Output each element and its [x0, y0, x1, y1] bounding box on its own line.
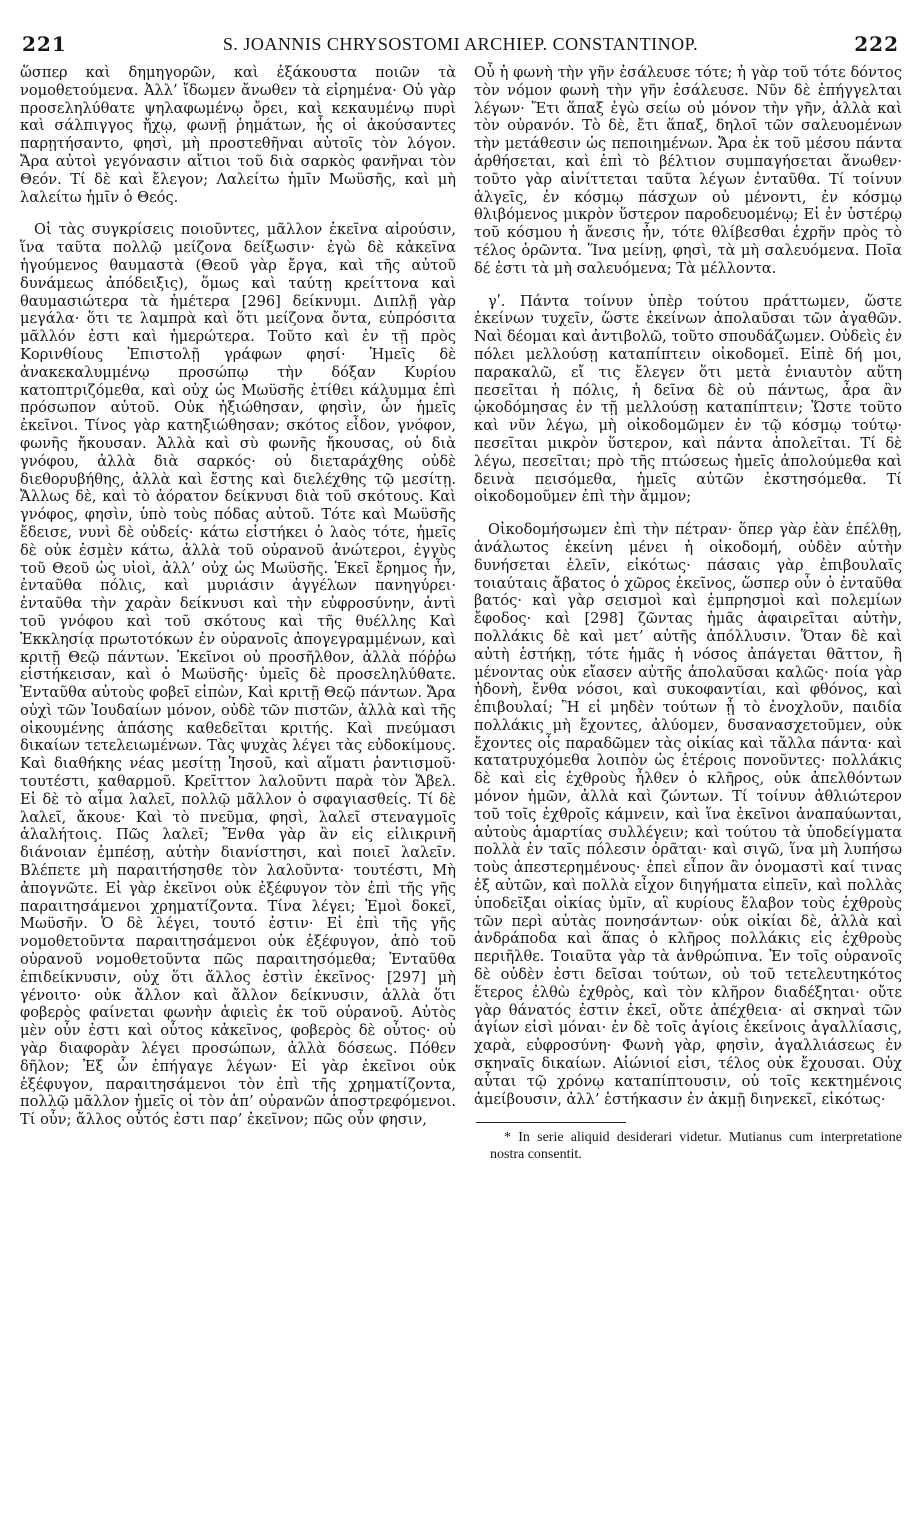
paragraph: ὥσπερ καὶ δημηγορῶν, καὶ ἐξάκουστα ποιῶν τὰ νομοθετούμενα. Ἀλλ’ ἴδωμεν ἄνωθεν τὰ εἰρημένα· Οὐ γὰρ προσεληλύθατε ψηλαφωμένῳ ὄρει, καὶ κεκαυμένῳ πυρὶ καὶ σάλπιγγος ἤχῳ, φωνῇ ῥημάτων, ἧς οἱ ἀκούσαντες παρῃτήσαντο, φησὶ, μὴ προστεθῆναι αὐτοῖς τὸν λόγον. Ἄρα αὐτοὶ γεγόνασιν αἴτιοι τοῦ διὰ σαρκὸς φανῆναι τὸν Θεόν. Τί δὲ καὶ ἔλεγον; Λαλείτω ἡμῖν Μωϋσῆς, καὶ μὴ λαλείτω ἡμῖν ὁ Θεός. — [20, 64, 456, 206]
footnote-divider — [476, 1122, 626, 1123]
right-page-number: 222 — [854, 32, 899, 56]
footnote: * In serie aliquid desiderari videtur. Mutianus cum interpretatione nostra consentit. — [490, 1130, 902, 1163]
section-paragraph: γʹ. Πάντα τοίνυν ὑπὲρ τούτου πράττωμεν, ὥστε ἐκείνων τυχεῖν, ὥστε ἐκείνων ἀπολαῦσαι τῶν ἀγαθῶν. Ναὶ δέομαι καὶ ἀντιβολῶ, τοῦτο σπουδάζωμεν. Οὐδεὶς ἐν πόλει μελλούσῃ καταπίπτειν οἰκοδομεῖ. Εἰπὲ δή μοι, παρακαλῶ, εἴ τις ἔλεγεν ὅτι μετὰ ἐνιαυτὸν αὕτη πεσεῖται ἡ πόλις, ἡ δεῖνα δὲ οὐ πάντως, ἆρα ἂν ᾠκοδόμησας ἐν τῇ μελλούσῃ καταπίπτειν; Ὥστε τοῦτο καὶ νῦν λέγω, μὴ οἰκοδομῶμεν ἐν τῷ κόσμῳ τούτῳ· πεσεῖται μικρὸν ὕστερον, καὶ πάντα ἀπολεῖται. Τί δὲ λέγω, πεσεῖται; πρὸ τῆς πτώσεως ἡμεῖς ἀπολούμεθα καὶ δεινὰ πεισόμεθα, ἡμεῖς αὐτῶν ἐκστησόμεθα. Τί οἰκοδομοῦμεν ἐπὶ τὴν ἄμμον; — [474, 292, 902, 506]
left-page-number: 221 — [22, 32, 67, 56]
paragraph: Οἰκοδομήσωμεν ἐπὶ τὴν πέτραν· ὅπερ γὰρ ἐὰν ἐπέλθῃ, ἀνάλωτος ἐκείνη μένει ἡ οἰκοδομή, οὐδὲν αὐτὴν δυνήσεται ἑλεῖν, εἰκότως· πάσαις γὰρ ἐπιβουλαῖς τοιαύταις ἄβατος ὁ χῶρος ἐκεῖνος, ὥσπερ οὖν ὁ ἐνταῦθα βατός· καὶ γὰρ σεισμοὶ καὶ ἐμπρησμοὶ καὶ πολεμίων ἔφοδος· καὶ [298] ζῶντας ἡμᾶς ἀφαιρεῖται αὐτὴν, πολλάκις δὲ καὶ μετ’ αὐτῆς ἀπόλλυσιν. Ὅταν δὲ καὶ αὐτὴ ἑστήκῃ, τότε ἡμᾶς ἡ νόσος ἀπάγεται θᾶττον, ἢ μένοντας οὐκ εἴασεν αὐτῆς ἀπολαῦσαι καλῶς· ποία γὰρ ἡδονὴ, ἔνθα νόσοι, καὶ συκοφαντίαι, καὶ φθόνος, καὶ ἐπιβουλαί; Ἢ εἰ μηδὲν τούτων ᾖ τὸ ἐνοχλοῦν, παιδία πολλάκις μὴ ἔχοντες, ἀλύομεν, δυσανασχετοῦμεν, οὐκ ἔχοντες οἷς παραδῶμεν τὰς οἰκίας καὶ τἄλλα πάντα· καὶ κατατρυχόμεθα λοιπὸν ὡς ἑτέροις πονοῦντες· πολλάκις δὲ καὶ εἰς ἐχθροὺς ἦλθεν ὁ κλῆρος, οὐκ ἀπελθόντων μόνον ἡμῶν, ἀλλὰ καὶ ζώντων. Τί τοίνυν ἀθλιώτερον τοῦ τοῖς ἐχθροῖς κάμνειν, καὶ ἵνα ἐκεῖνοι ἀναπαύωνται, αὐτοὺς ἁμαρτίας συλλέγειν; καὶ τούτου τὰ ὑποδείγματα πολλὰ ἐν ταῖς πόλεσιν ὁρᾶται· καὶ σιγῶ, ἵνα μὴ λυπήσω τοὺς ἀπεστερημένους· ἐπεὶ εἶπον ἂν ὀνομαστὶ καί τινας ἐξ αὐτῶν, καὶ πολλὰ εἶχον διηγήματα εἰπεῖν, καὶ πολλὰς ὑποδεῖξαι οἰκίας ὑμῖν, αἳ κυρίους ἔλαβον τοὺς ἐχθροὺς τῶν περὶ αὐτὰς πονησάντων· οὐκ οἰκίαι δὲ, ἀλλὰ καὶ ἀνδράποδα καὶ ἅπας ὁ κλῆρος πολλάκις εἰς ἐχθροὺς περιῆλθε. Τοιαῦτα γὰρ τὰ ἀνθρώπινα. Ἐν τοῖς οὐρανοῖς δὲ οὐδὲν ἐστι δεῖσαι τούτων, οὐ τοῦ τετελευτηκότος ἕτερος ἐλθὼ ἐχθρὸς, καὶ τὸν κλῆρον διαδέξηται· οὔτε γὰρ θάνατός ἐστιν ἐκεῖ, οὔτε ἀπέχθεια· αἱ σκηναὶ τῶν ἁγίων εἰσὶ μόναι· ἐν δὲ τοῖς ἁγίοις ἐκείνοις ἀγαλλίασις, χαρὰ, εὐφροσύνη· Φωνὴ γὰρ, φησὶν, ἀγαλλιάσεως ἐν σκηναῖς δικαίων. Αἰώνιοί εἰσι, τέλος οὐκ ἔχουσαι. Οὐχ αὗται τῷ χρόνῳ καταπίπτουσιν, οὐ τοῖς κεκτημένοις ἀμείβουσιν, ἀλλ’ ἑστήκασιν ἐν ἀκμῇ διηνεκεῖ, εἰκότως· — [474, 521, 902, 1108]
page-header — [18, 32, 903, 62]
running-title: S. JOANNIS CHRYSOSTOMI ARCHIEP. CONSTANTINOP. — [222, 34, 699, 54]
paragraph: Οὗ ἡ φωνὴ τὴν γῆν ἐσάλευσε τότε; ἡ γὰρ τοῦ τότε δόντος τὸν νόμον φωνὴ τὴν γῆν ἐσάλευσε. Νῦν δὲ ἐπήγγελται λέγων· Ἔτι ἅπαξ ἐγὼ σείω οὐ μόνον τὴν γῆν, ἀλλὰ καὶ τὸν οὐρανόν. Τὸ δὲ, ἔτι ἅπαξ, δηλοῖ τῶν σαλευομένων τὴν μετάθεσιν ὡς πεποιημένων. Ἄρα ἐκ τοῦ μέσου πάντα ἀρθήσεται, καὶ ἐπὶ τὸ βέλτιον συμπαγήσεται ἄνωθεν· τοῦτο γὰρ αἰνίττεται ταῦτα λέγων ἐνταῦθα. Τί τοίνυν ἀλγεῖς, ἐν κόσμῳ πάσχων οὐ μένοντι, ἐν κόσμῳ θλιβόμενος μικρὸν ὕστερον παροδευομένῳ; Εἰ ἐν ὑστέρῳ τοῦ κόσμου ἡ ἄνεσις ἦν, τότε θλίβεσθαι ἐχρῆν πρὸς τὸ τέλος ὁρῶντα. Ἵνα μείνῃ, φησὶ, τὰ μὴ σαλευόμενα. Ποῖα δέ ἐστι τὰ μὴ σαλευόμενα; Τὰ μέλλοντα. — [474, 64, 902, 277]
right-column — [474, 64, 902, 1163]
left-column — [20, 64, 456, 1129]
paragraph: Οἱ τὰς συγκρίσεις ποιοῦντες, μᾶλλον ἐκεῖνα αἱρούσιν, ἵνα ταῦτα πολλῷ μείζονα δείξωσιν· ἐγὼ δὲ κἀκεῖνα ἡγούμενος θαυμαστὰ (Θεοῦ γὰρ ἔργα, καὶ τῆς αὐτοῦ δυνάμεως ἀπόδειξις), ὅμως καὶ ταύτῃ κρείττονα καὶ θαυμασιώτερα τὰ ἡμέτερα [296] δείκνυμι. Διπλῇ γὰρ μεγάλα· ὅτι τε λαμπρὰ καὶ ὅτι μείζονα ὄντα, εὐπρόσιτα μᾶλλόν ἐστι καὶ ἡμερώτερα. Τοῦτο καὶ ἐν τῇ πρὸς Κορινθίους Ἐπιστολῇ γράφων φησί· Ἡμεῖς δὲ ἀνακεκαλυμμένῳ προσώπῳ τὴν δόξαν Κυρίου κατοπτριζόμεθα, καὶ οὐχ ὡς Μωϋσῆς ἐτίθει κάλυμμα ἐπὶ πρόσωπον αὐτοῦ. Οὐκ ἠξιώθησαν, φησὶν, ὧν ἡμεῖς ἐκεῖνοι. Τίνος γὰρ κατηξιώθησαν; σκότος εἶδον, γνόφον, φωνῆς ἤκουσαν. Ἀλλὰ καὶ σὺ φωνῆς ἤκουσας, οὐ διὰ γνόφου, ἀλλὰ διὰ σαρκός· οὐ διεταράχθης οὐδὲ διεθορυβήθης, ἀλλὰ καὶ ἔστης καὶ διελέχθης τῷ μεσίτῃ. Ἄλλως δὲ, καὶ τὸ ἀόρατον δείκνυσι διὰ τοῦ σκότους. Καὶ γνόφος, φησὶν, ὑπὸ τοὺς πόδας αὐτοῦ. Τότε καὶ Μωϋσῆς ἔδεισε, νυνὶ δὲ οὐδείς· κάτω εἱστήκει ὁ λαὸς τότε, ἡμεῖς δὲ οὐκ ἐσμὲν κάτω, ἀλλὰ τοῦ οὐρανοῦ ἀνώτεροι, ἐγγὺς τοῦ Θεοῦ ὡς υἱοὶ, ἀλλ’ οὐχ ὡς Μωϋσῆς. Ἐκεῖ ἔρημος ἦν, ἐνταῦθα πόλις, καὶ μυριάσιν ἀγγέλων πανηγύρει· ἐνταῦθα τὴν χαρὰν δείκνυσι καὶ τὴν εὐφροσύνην, ἀντὶ τοῦ γνόφου καὶ τοῦ σκότους καὶ τῆς θυέλλης Καὶ Ἐκκλησίᾳ πρωτοτόκων ἐν οὐρανοῖς ἀπογεγραμμένων, καὶ κριτῇ Θεῷ πάντων. Ἐκεῖνοι οὐ προσῆλθον, ἀλλὰ πόῤῥω εἱστήκεισαν, καὶ ὁ Μωϋσῆς· ὑμεῖς δὲ προσεληλύθατε. Ἐνταῦθα αὐτοὺς φοβεῖ εἰπὼν, Καὶ κριτῇ Θεῷ πάντων. Ἄρα οὐχὶ τῶν Ἰουδαίων μόνον, οὐδὲ τῶν πιστῶν, ἀλλὰ καὶ τῆς οἰκουμένης ἁπάσης καθεδεῖται κριτής. Καὶ πνεύμασι δικαίων τετελειωμένων. Τὰς ψυχὰς λέγει τὰς εὐδοκίμους. Καὶ διαθήκης νέας μεσίτῃ Ἰησοῦ, καὶ αἵματι ῥαντισμοῦ· τουτέστι, καθαρμοῦ. Κρεῖττον λαλοῦντι παρὰ τὸν Ἄβελ. Εἰ δὲ τὸ αἷμα λαλεῖ, πολλῷ μᾶλλον ὁ σφαγιασθείς. Τί δὲ λαλεῖ, ἄκουε· Καὶ τὸ πνεῦμα, φησὶ, λαλεῖ στεναγμοῖς ἀλαλήτοις. Πῶς λαλεῖ; Ἔνθα γὰρ ἂν εἰς εἰλικρινῆ διάνοιαν ἐμπέσῃ, αὐτὴν διανίστησι, καὶ ποιεῖ λαλεῖν. Βλέπετε μὴ παραιτήσησθε τὸν λαλοῦντα· τουτέστι, Μὴ ἀπογνῶτε. Εἰ γὰρ ἐκεῖνοι οὐκ ἐξέφυγον τὸν ἐπὶ τῆς γῆς παραιτησάμενοι χρηματίζοντα. Τίνα λέγει; Ἐμοὶ δοκεῖ, Μωϋσῆν. Ὁ δὲ λέγει, τουτό ἐστιν· Εἰ ἐπὶ τῆς γῆς νομοθετοῦντα παραιτησάμενοι οὐκ ἐξέφυγον, ἀπὸ τοῦ οὐρανοῦ νομοθετοῦντα πῶς παραιτησόμεθα; Ἐνταῦθα ἐπιδείκνυσιν, οὐχ ὅτι ἄλλος ἐστὶν ἐκεῖνος· [297] μὴ γένοιτο· οὐκ ἄλλον καὶ ἄλλον δείκνυσιν, ἀλλὰ ὅτι φοβερὸς φαίνεται φωνὴν ἀφιεὶς ἐκ τοῦ οὐρανοῦ. Αὐτὸς μὲν οὖν ἐστι καὶ οὗτος κἀκεῖνος, φοβερὸς δὲ οὗτος· οὐ γὰρ διαφορὰν λέγει προσώπων, ἀλλὰ δόσεως. Πόθεν δῆλον; Ἐξ ὧν ἐπήγαγε λέγων· Εἰ γὰρ ἐκεῖνοι οὐκ ἐξέφυγον, παραιτησάμενοι τὸν ἐπὶ τῆς χρηματίζοντα, πολλῷ μᾶλλον ἡμεῖς οἱ τὸν ἀπ’ οὐρανῶν ἀποστρεφόμενοι. Τί οὖν; ἄλλος οὗτός ἐστι παρ’ ἐκεῖνον; πῶς οὖν φησιν, — [20, 221, 456, 1129]
